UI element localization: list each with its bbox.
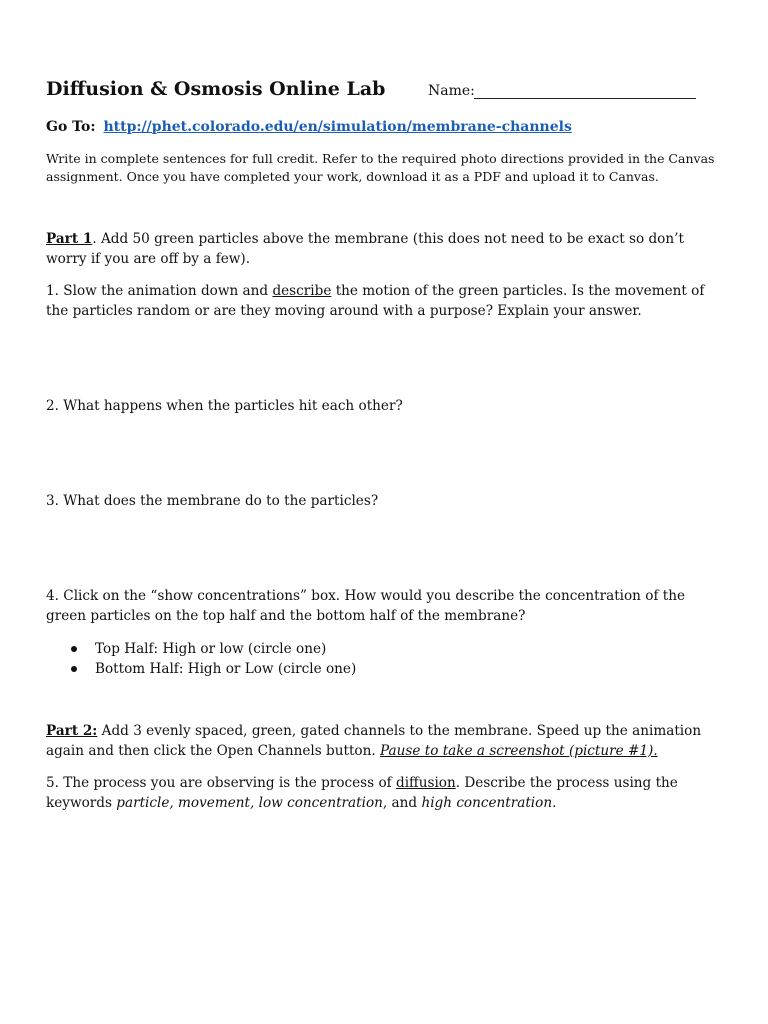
goto-label: Go To:	[46, 119, 96, 135]
goto-line	[46, 119, 572, 135]
list-item	[68, 659, 356, 679]
question-2: 2. What happens when the particles hit each other?	[46, 398, 403, 414]
simulation-link[interactable]: http://phet.colorado.edu/en/simulation/membrane-channels	[103, 119, 572, 135]
name-blank-line[interactable]	[474, 98, 696, 99]
instructions-paragraph: Write in complete sentences for full credit. Refer to the required photo directions provided in the Canvas assignment. Once you have completed your work, download it as a PDF and upload it to Canvas.	[46, 151, 715, 184]
question-5-keyword-high: high concentration	[421, 794, 553, 811]
part2-paragraph	[46, 722, 718, 761]
bullet-icon	[71, 666, 77, 672]
question-3: 3. What does the membrane do to the particles?	[46, 493, 379, 509]
question-5	[46, 774, 718, 813]
question-5-text: 5. The process you are observing is the process of	[46, 775, 396, 791]
part2-heading: Part 2:	[46, 723, 98, 739]
part2-screenshot-note: Pause to take a screenshot (picture #1).	[380, 742, 658, 759]
question-5-end: .	[552, 794, 557, 811]
question-4-bullets	[68, 639, 356, 679]
question-5-text-mid: . Describe the process using the keywords	[46, 775, 678, 811]
question-1-text: 1. Slow the animation down and	[46, 283, 273, 299]
question-5-and: , and	[382, 794, 422, 811]
question-4: 4. Click on the “show concentrations” box. How would you describe the concentration of the green particles on the top half and the bottom half of the membrane?	[46, 588, 686, 624]
part2-text: Add 3 evenly spaced, green, gated channels to the membrane. Speed up the animation again and then click the Open Channels button.	[46, 723, 702, 759]
question-1-text-rest: the motion of the green particles. Is the movement of the particles random or are they moving around with a purpose? Explain your answer.	[46, 283, 705, 319]
list-item	[68, 639, 356, 659]
part1-heading: Part 1	[46, 231, 93, 247]
part1-paragraph	[46, 230, 718, 269]
question-5-keywords-list: particle, movement, low concentration	[116, 794, 383, 811]
bullet-text-bottom-half: Bottom Half: High or Low (circle one)	[95, 661, 357, 677]
question-5-keyword: diffusion	[396, 775, 456, 791]
bullet-text-top-half: Top Half: High or low (circle one)	[95, 641, 327, 657]
name-label: Name:	[428, 83, 475, 99]
question-1	[46, 282, 718, 321]
part1-text: . Add 50 green particles above the membrane (this does not need to be exact so don’t worry if you are off by a few).	[46, 231, 684, 267]
bullet-icon	[71, 646, 77, 652]
question-1-keyword: describe	[272, 283, 332, 299]
page-title: Diffusion & Osmosis Online Lab	[46, 78, 386, 100]
